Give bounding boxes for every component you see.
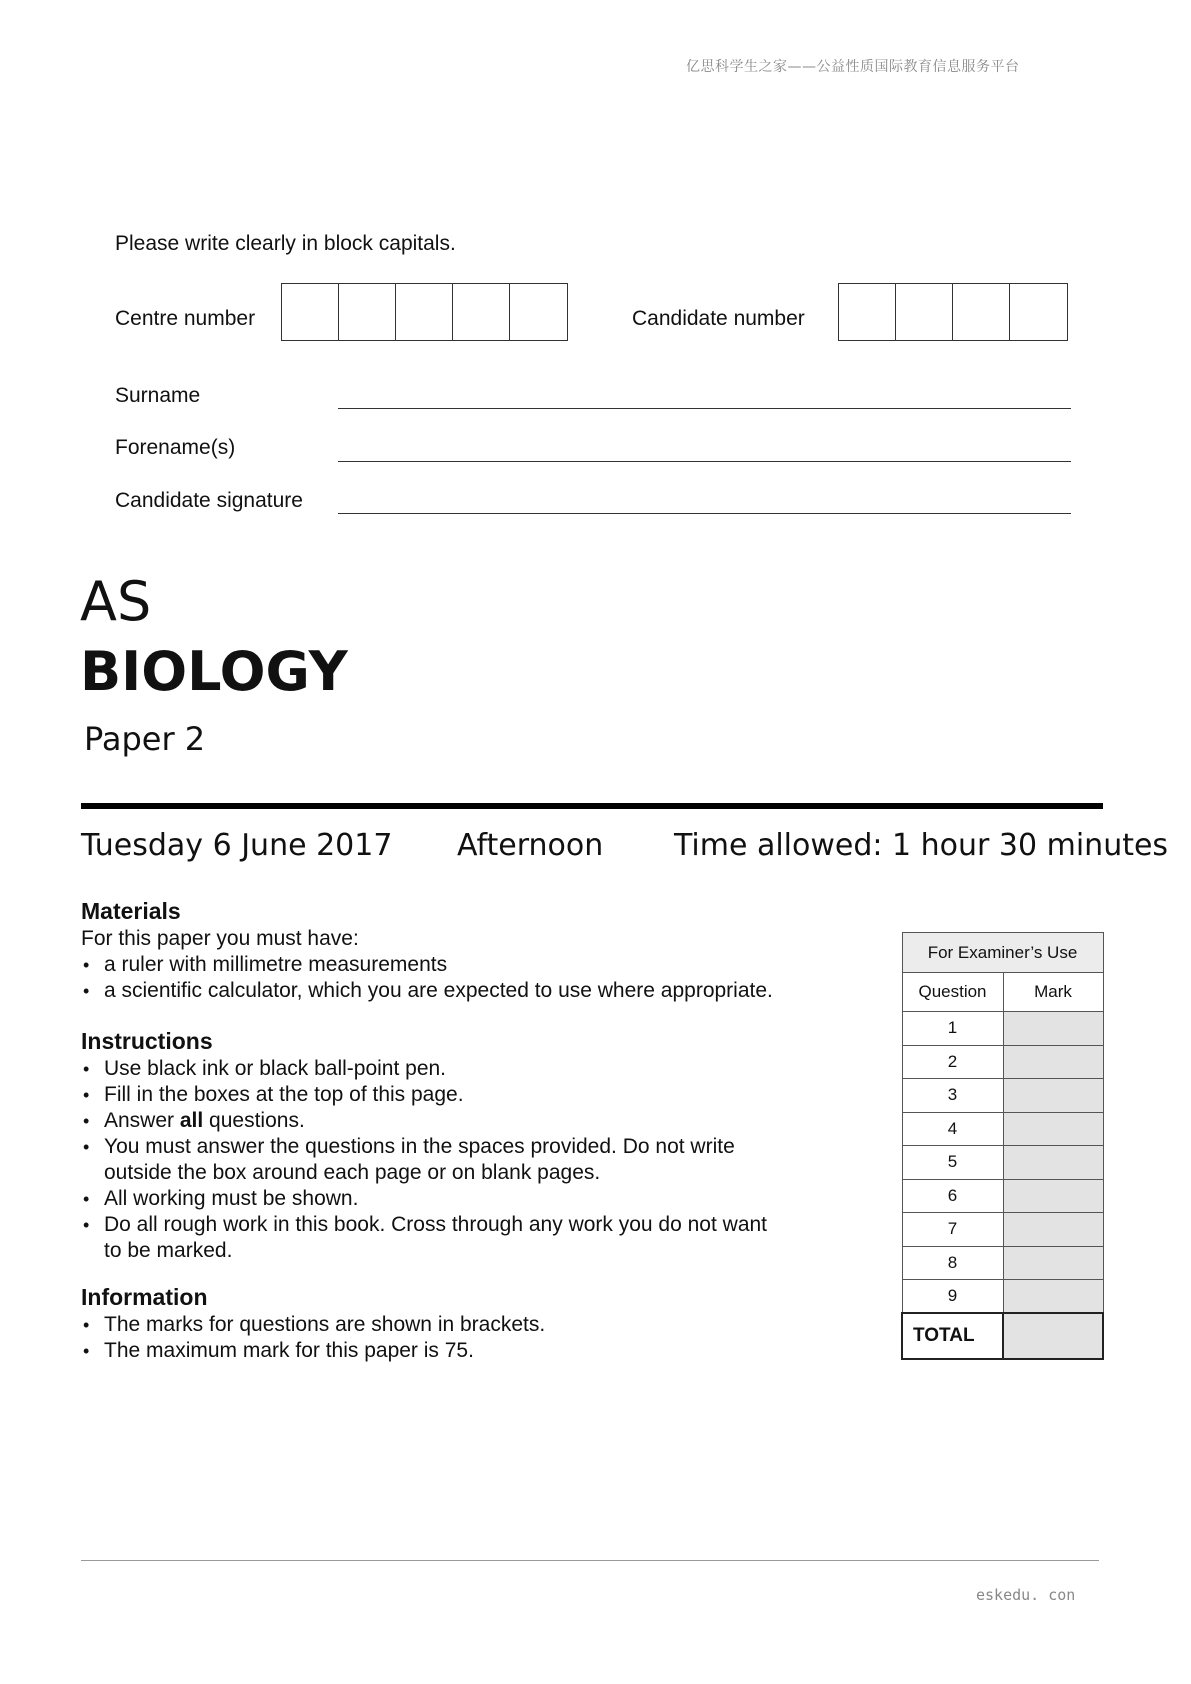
time-allowed: Time allowed: 1 hour 30 minutes — [674, 828, 1169, 863]
materials-list — [81, 952, 773, 1004]
surname-line[interactable] — [338, 408, 1071, 409]
mark-cell[interactable] — [1003, 1213, 1103, 1247]
surname-label: Surname — [115, 384, 201, 407]
title-divider — [81, 803, 1103, 809]
information-list — [81, 1312, 545, 1364]
question-column-header: Question — [902, 973, 1003, 1012]
instruction-line: You must answer the questions in the spaces provided. Do not write — [104, 1135, 735, 1158]
mark-cell[interactable] — [1003, 1079, 1103, 1113]
subject-level: AS — [80, 570, 152, 633]
total-mark-cell[interactable] — [1003, 1313, 1103, 1359]
forename-label: Forename(s) — [115, 436, 236, 459]
question-number: 2 — [902, 1045, 1003, 1079]
question-number: 5 — [902, 1146, 1003, 1180]
list-item: • a scientific calculator, which you are expected to use where appropriate. — [81, 978, 773, 1004]
information-heading: Information — [81, 1284, 208, 1310]
subject-name: BIOLOGY — [80, 640, 348, 703]
mark-cell[interactable] — [1003, 1112, 1103, 1146]
mark-column-header: Mark — [1003, 973, 1103, 1012]
table-row — [902, 1179, 1103, 1213]
centre-number-label: Centre number — [115, 307, 256, 330]
candidate-number-box[interactable] — [1010, 284, 1067, 340]
question-number: 1 — [902, 1012, 1003, 1046]
instruction-line: to be marked. — [104, 1239, 233, 1262]
table-row — [902, 1213, 1103, 1247]
footer-divider — [81, 1560, 1099, 1561]
list-item: • Use black ink or black ball-point pen. — [81, 1056, 767, 1082]
instruction-text: questions. — [203, 1109, 305, 1132]
table-row — [902, 1280, 1103, 1314]
exam-date: Tuesday 6 June 2017 — [81, 828, 393, 863]
block-capitals-instruction: Please write clearly in block capitals. — [115, 232, 456, 255]
signature-line[interactable] — [338, 513, 1071, 514]
materials-intro: For this paper you must have: — [81, 927, 359, 950]
centre-number-box[interactable] — [339, 284, 396, 340]
paper-number: Paper 2 — [84, 720, 206, 758]
candidate-number-box[interactable] — [839, 284, 896, 340]
table-row — [902, 1146, 1103, 1180]
centre-number-box[interactable] — [453, 284, 510, 340]
centre-number-boxes — [281, 283, 568, 341]
instructions-heading: Instructions — [81, 1028, 213, 1054]
candidate-number-box[interactable] — [953, 284, 1010, 340]
question-number: 6 — [902, 1179, 1003, 1213]
question-number: 8 — [902, 1246, 1003, 1280]
forename-line[interactable] — [338, 461, 1071, 462]
table-row — [902, 1079, 1103, 1113]
footer-watermark: eskedu. con — [976, 1586, 1076, 1604]
table-row — [902, 1246, 1103, 1280]
question-number: 9 — [902, 1280, 1003, 1314]
examiner-use-table — [901, 932, 1104, 1360]
list-item: • All working must be shown. — [81, 1186, 767, 1212]
candidate-number-boxes — [838, 283, 1068, 341]
list-item — [81, 1212, 767, 1264]
question-number: 3 — [902, 1079, 1003, 1113]
mark-cell[interactable] — [1003, 1146, 1103, 1180]
instruction-emphasis: all — [179, 1109, 204, 1132]
list-item: • The marks for questions are shown in brackets. — [81, 1312, 545, 1338]
candidate-number-box[interactable] — [896, 284, 953, 340]
question-number: 7 — [902, 1213, 1003, 1247]
list-item — [81, 1108, 767, 1134]
instructions-list — [81, 1056, 767, 1264]
instruction-line: Do all rough work in this book. Cross through any work you do not want — [104, 1213, 768, 1236]
total-row — [902, 1313, 1103, 1359]
mark-cell[interactable] — [1003, 1179, 1103, 1213]
centre-number-box[interactable] — [510, 284, 567, 340]
mark-cell[interactable] — [1003, 1280, 1103, 1314]
instruction-line: outside the box around each page or on blank pages. — [104, 1161, 601, 1184]
list-item — [81, 1134, 767, 1186]
instruction-text: Answer — [104, 1109, 180, 1132]
signature-label: Candidate signature — [115, 489, 303, 512]
list-item: • Fill in the boxes at the top of this page. — [81, 1082, 767, 1108]
mark-cell[interactable] — [1003, 1246, 1103, 1280]
mark-cell[interactable] — [1003, 1012, 1103, 1046]
total-label: TOTAL — [902, 1313, 1003, 1359]
header-watermark: 亿思科学生之家——公益性质国际教育信息服务平台 — [686, 59, 1020, 75]
question-number: 4 — [902, 1112, 1003, 1146]
examiner-table-title: For Examiner’s Use — [902, 933, 1103, 973]
table-row — [902, 1012, 1103, 1046]
exam-session: Afternoon — [457, 828, 604, 863]
centre-number-box[interactable] — [282, 284, 339, 340]
centre-number-box[interactable] — [396, 284, 453, 340]
table-row — [902, 1112, 1103, 1146]
list-item: • The maximum mark for this paper is 75. — [81, 1338, 545, 1364]
list-item: • a ruler with millimetre measurements — [81, 952, 773, 978]
materials-heading: Materials — [81, 898, 181, 924]
mark-cell[interactable] — [1003, 1045, 1103, 1079]
candidate-number-label: Candidate number — [632, 307, 805, 330]
table-row — [902, 1045, 1103, 1079]
